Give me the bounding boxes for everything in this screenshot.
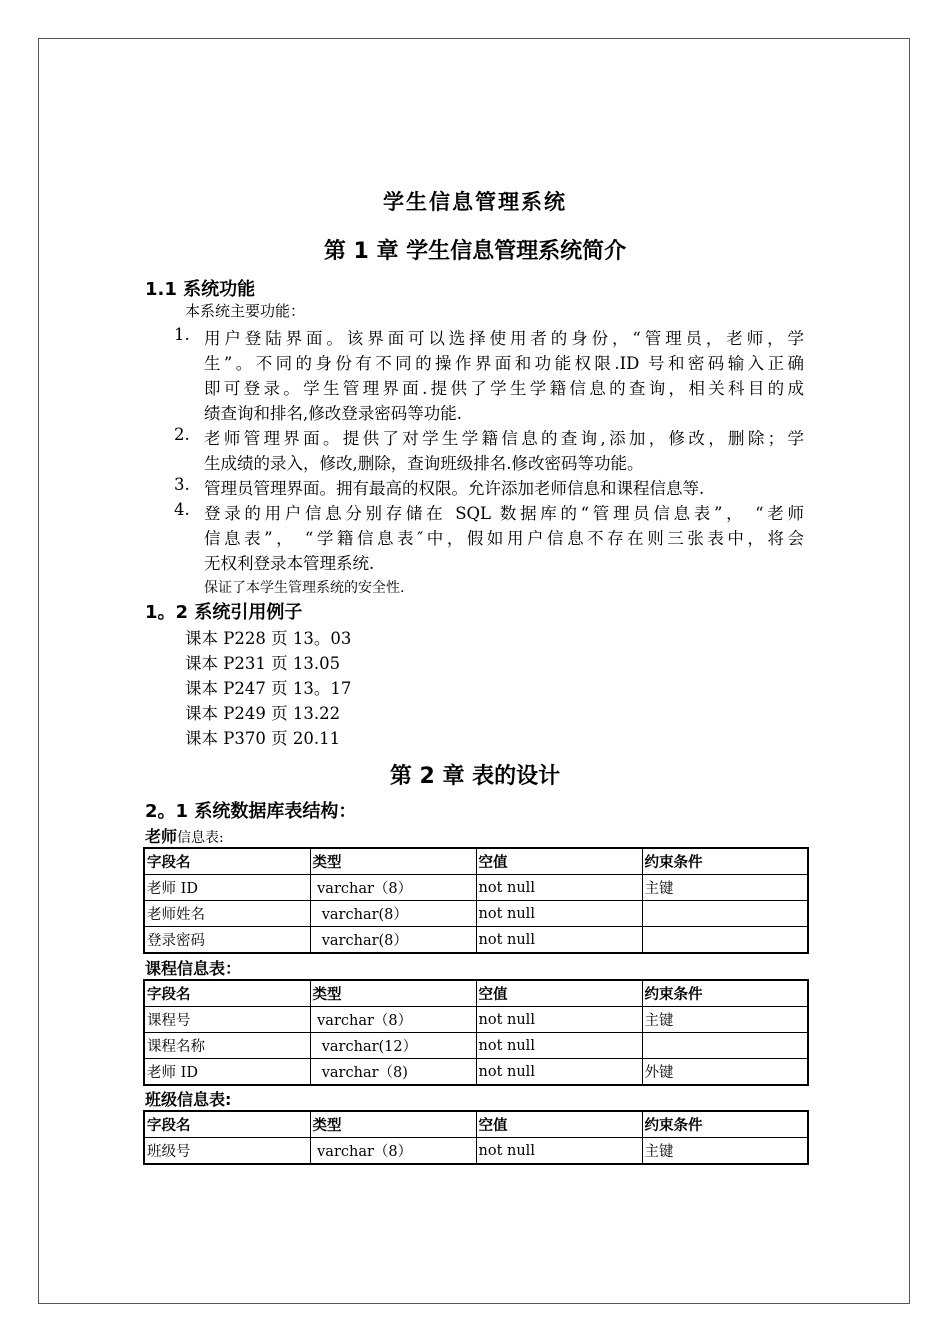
ref-item: 课本 P249 页 13.22 xyxy=(185,704,341,723)
header-cell: 约束条件 xyxy=(642,980,808,1007)
section-1-1-heading: 1.1 系统功能 xyxy=(145,279,256,300)
item-3-number: 3. xyxy=(174,475,190,494)
table-cell: not null xyxy=(476,927,642,954)
ref-item: 课本 P247 页 13。17 xyxy=(185,679,352,698)
item-1-number: 1. xyxy=(174,325,190,344)
ref-item: 课本 P370 页 20.11 xyxy=(185,729,341,748)
table-header-row xyxy=(144,1111,808,1138)
header-cell: 空值 xyxy=(476,848,642,875)
class-table-title-bold: 班级信息表: xyxy=(145,1090,232,1109)
item-3-line-1: 管理员管理界面。拥有最高的权限。允许添加老师信息和课程信息等. xyxy=(204,479,705,498)
teacher-table-title-rest: 信息表: xyxy=(177,830,224,846)
class-info-table xyxy=(143,1110,809,1165)
table-row xyxy=(144,1007,808,1033)
table-cell: varchar（8） xyxy=(310,875,476,901)
table-cell: varchar(12） xyxy=(310,1033,476,1059)
teacher-info-table xyxy=(143,847,809,954)
item-4-line-2: 信息表”， “学籍信息表″中，假如用户信息不存在则三张表中，将会 xyxy=(204,529,804,548)
section-2-1-heading: 2。1 系统数据库表结构： xyxy=(145,801,357,822)
item-2-line-1: 老师管理界面。提供了对学生学籍信息的查询,添加，修改，删除；学 xyxy=(204,429,804,448)
table-cell: 班级号 xyxy=(144,1138,310,1165)
header-cell: 约束条件 xyxy=(642,1111,808,1138)
teacher-table-title xyxy=(145,824,224,847)
item-2-number: 2. xyxy=(174,425,190,444)
table-cell: 老师姓名 xyxy=(144,901,310,927)
item-2-line-2: 生成绩的录入，修改,删除，查询班级排名.修改密码等功能。 xyxy=(204,454,644,473)
header-cell: 类型 xyxy=(310,1111,476,1138)
table-row xyxy=(144,1033,808,1059)
section-1-2-heading: 1。2 系统引用例子 xyxy=(145,602,303,623)
ref-item: 课本 P231 页 13.05 xyxy=(185,654,341,673)
intro-text: 本系统主要功能： xyxy=(185,302,306,320)
header-cell: 约束条件 xyxy=(642,848,808,875)
table-cell: 外键 xyxy=(642,1059,808,1086)
header-cell: 类型 xyxy=(310,848,476,875)
table-cell: varchar（8) xyxy=(310,1059,476,1086)
header-cell: 空值 xyxy=(476,1111,642,1138)
table-row xyxy=(144,875,808,901)
table-cell: 老师 ID xyxy=(144,1059,310,1086)
course-info-table xyxy=(143,979,809,1086)
table-cell: 主键 xyxy=(642,1007,808,1033)
item-4-line-1: 登录的用户信息分别存储在 SQL 数据库的“管理员信息表”， “老师 xyxy=(204,504,804,523)
table-cell: not null xyxy=(476,1007,642,1033)
item-1-line-3: 即可登录。学生管理界面.提供了学生学籍信息的查询，相关科目的成 xyxy=(204,379,804,398)
course-table-title xyxy=(145,956,241,979)
item-4-line-3: 无权利登录本管理系统. xyxy=(204,554,375,573)
table-cell: varchar(8） xyxy=(310,901,476,927)
header-cell: 字段名 xyxy=(144,980,310,1007)
table-cell: 登录密码 xyxy=(144,927,310,954)
ref-item: 课本 P228 页 13。03 xyxy=(185,629,352,648)
table-cell: not null xyxy=(476,875,642,901)
table-cell: varchar（8） xyxy=(310,1138,476,1165)
table-cell: not null xyxy=(476,1033,642,1059)
table-cell xyxy=(642,901,808,927)
teacher-table-title-bold: 老师 xyxy=(145,827,178,846)
table-row xyxy=(144,1059,808,1086)
item-4-number: 4. xyxy=(174,500,190,519)
header-cell: 字段名 xyxy=(144,1111,310,1138)
header-cell: 类型 xyxy=(310,980,476,1007)
table-cell: not null xyxy=(476,1059,642,1086)
item-1-line-2: 生”。不同的身份有不同的操作界面和功能权限.ID 号和密码输入正确 xyxy=(204,354,804,373)
table-row xyxy=(144,901,808,927)
table-cell: varchar（8） xyxy=(310,1007,476,1033)
table-cell: 主键 xyxy=(642,875,808,901)
table-cell: 课程名称 xyxy=(144,1033,310,1059)
table-cell: not null xyxy=(476,1138,642,1165)
header-cell: 字段名 xyxy=(144,848,310,875)
table-cell: varchar(8） xyxy=(310,927,476,954)
note-text: 保证了本学生管理系统的安全性. xyxy=(204,580,405,596)
header-cell: 空值 xyxy=(476,980,642,1007)
table-header-row xyxy=(144,848,808,875)
table-cell: 课程号 xyxy=(144,1007,310,1033)
table-cell: not null xyxy=(476,901,642,927)
table-cell: 主键 xyxy=(642,1138,808,1165)
chapter-2-heading: 第 2 章 表的设计 xyxy=(389,764,561,789)
table-row xyxy=(144,927,808,954)
table-cell: 老师 ID xyxy=(144,875,310,901)
item-1-line-1: 用户登陆界面。该界面可以选择使用者的身份，“管理员，老师，学 xyxy=(204,329,804,348)
table-row xyxy=(144,1138,808,1165)
table-cell xyxy=(642,1033,808,1059)
chapter-1-heading: 第 1 章 学生信息管理系统简介 xyxy=(323,239,627,264)
class-table-title xyxy=(145,1087,231,1110)
course-table-title-bold: 课程信息表： xyxy=(145,959,242,978)
table-header-row xyxy=(144,980,808,1007)
item-1-line-4: 绩查询和排名,修改登录密码等功能. xyxy=(204,404,462,423)
table-cell xyxy=(642,927,808,954)
document-title: 学生信息管理系统 xyxy=(383,189,567,214)
